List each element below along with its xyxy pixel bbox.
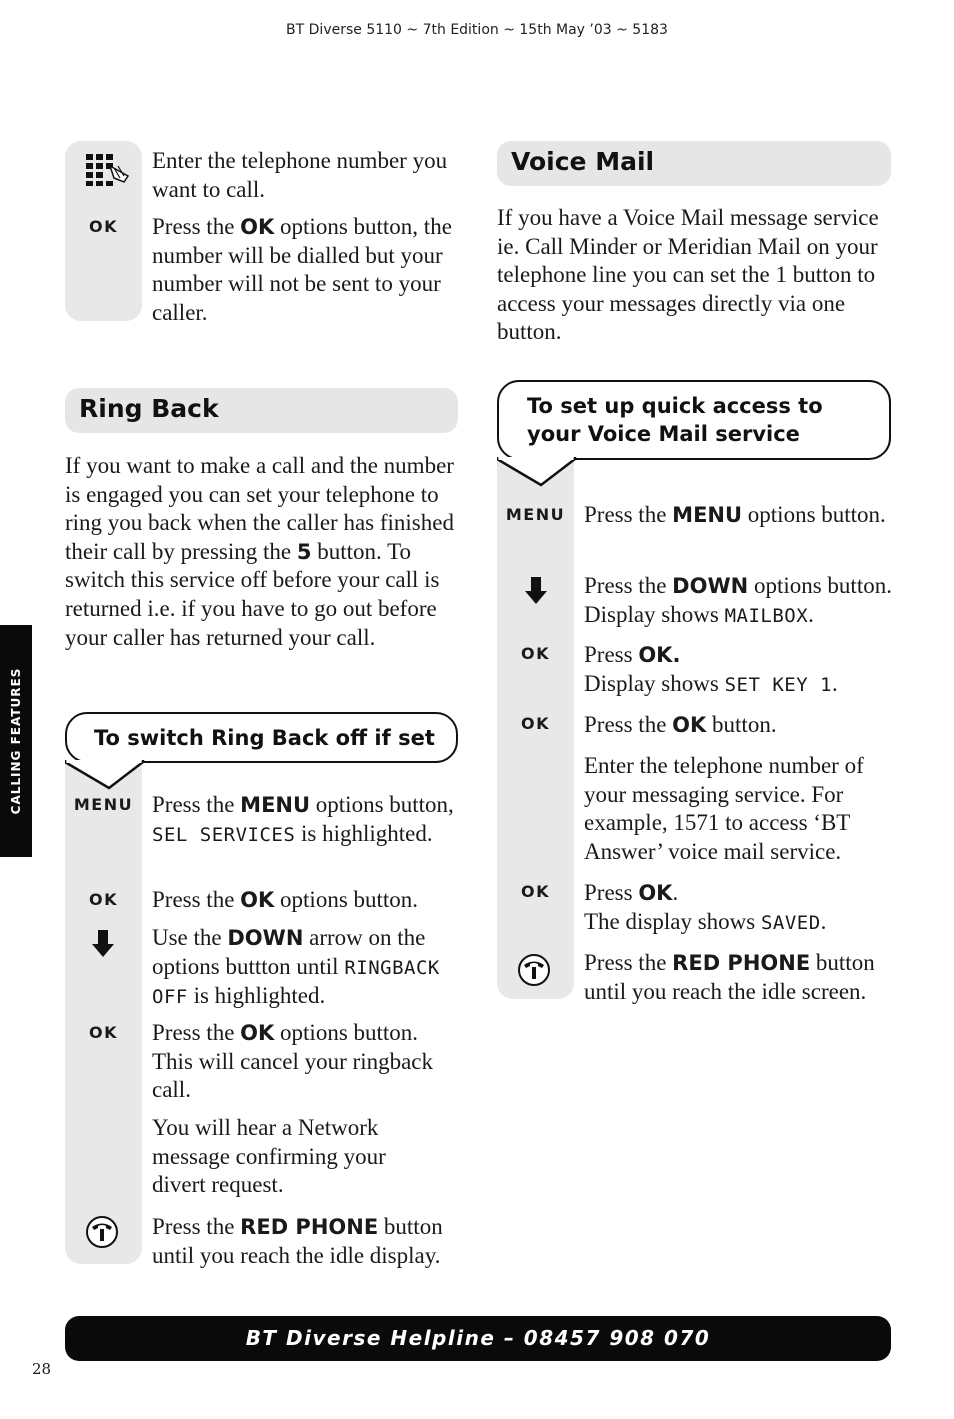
- ring-back-step-ok: Press the OK options button.: [152, 887, 419, 912]
- ring-back-step-menu: Press the MENU options button, SEL SERVICES is highlighted.: [152, 792, 454, 846]
- ring-back-network-message: You will hear a Network message confirming your divert request.: [152, 1115, 386, 1198]
- red-phone-icon: [517, 953, 551, 987]
- ok-key-label: OK: [521, 644, 550, 663]
- menu-key-label: MENU: [505, 505, 566, 524]
- ring-back-intro: If you want to make a call and the number is engaged you can set your telephone to ring you back when the caller has finished their call by pressing the 5 button. To switch this service off before your call is returned i.e. if you have to go out before your caller has returned your call.: [65, 453, 454, 650]
- voice-mail-step-ok-button: Press the OK button.: [584, 712, 777, 737]
- ok-key-label: OK: [521, 882, 550, 901]
- voice-mail-title: Voice Mail: [511, 147, 655, 176]
- ok-key-label: OK: [89, 217, 118, 236]
- voice-mail-step-enter-number: Enter the telephone number of your messaging service. For example, 1571 to access ‘BT Answer’ voice mail service.: [584, 753, 864, 864]
- voice-mail-step-saved: Press OK. The display shows SAVED.: [584, 880, 827, 934]
- down-arrow-icon: [525, 577, 547, 605]
- keypad-icon: [84, 152, 136, 188]
- callout-pointer: [497, 457, 577, 487]
- top-step-press-ok: Press the OK options button, the number will be dialled but your number will not be sent to your caller.: [152, 214, 452, 325]
- voice-mail-callout-text: To set up quick access to your Voice Mail service: [527, 394, 823, 446]
- top-step-enter-number: Enter the telephone number you want to call.: [152, 148, 448, 202]
- callout-pointer: [65, 760, 145, 790]
- page-number: 28: [32, 1360, 52, 1378]
- voice-mail-intro: If you have a Voice Mail message service ie. Call Minder or Meridian Mail on your telephone line you can set the 1 button to access your messages directly via one button.: [497, 205, 879, 345]
- down-arrow-icon: [92, 930, 114, 958]
- menu-key-label: MENU: [73, 795, 134, 814]
- ring-back-step-cancel: Press the OK options button. This will cancel your ringback call.: [152, 1020, 434, 1103]
- ring-back-step-down: Use the DOWN arrow on the options buttton until RINGBACK OFF is highlighted.: [152, 925, 440, 1009]
- ok-key-label: OK: [89, 890, 118, 909]
- voice-mail-step-menu: Press the MENU options button.: [584, 502, 886, 527]
- ring-back-step-red-phone: Press the RED PHONE button until you reach the idle display.: [152, 1214, 443, 1268]
- ring-back-callout-text: To switch Ring Back off if set: [94, 726, 435, 750]
- ring-back-icon-column: [65, 762, 142, 1264]
- side-tab-label: CALLING FEATURES: [9, 667, 23, 815]
- voice-mail-heading-bar: [497, 141, 891, 186]
- ring-back-title: Ring Back: [79, 394, 219, 423]
- ok-key-label: OK: [521, 714, 550, 733]
- voice-mail-step-red-phone: Press the RED PHONE button until you reach the idle screen.: [584, 950, 875, 1004]
- ok-key-label: OK: [89, 1023, 118, 1042]
- helpline-footer: BT Diverse Helpline – 08457 908 070: [65, 1316, 891, 1361]
- voice-mail-step-down: Press the DOWN options button. Display shows MAILBOX.: [584, 573, 892, 627]
- voice-mail-step-press-ok: Press OK. Display shows SET KEY 1.: [584, 642, 838, 696]
- ring-back-heading-bar: [65, 388, 458, 433]
- document-header: BT Diverse 5110 ~ 7th Edition ~ 15th May ’03 ~ 5183: [286, 22, 668, 38]
- section-side-tab: [0, 625, 32, 857]
- red-phone-icon: [85, 1215, 119, 1249]
